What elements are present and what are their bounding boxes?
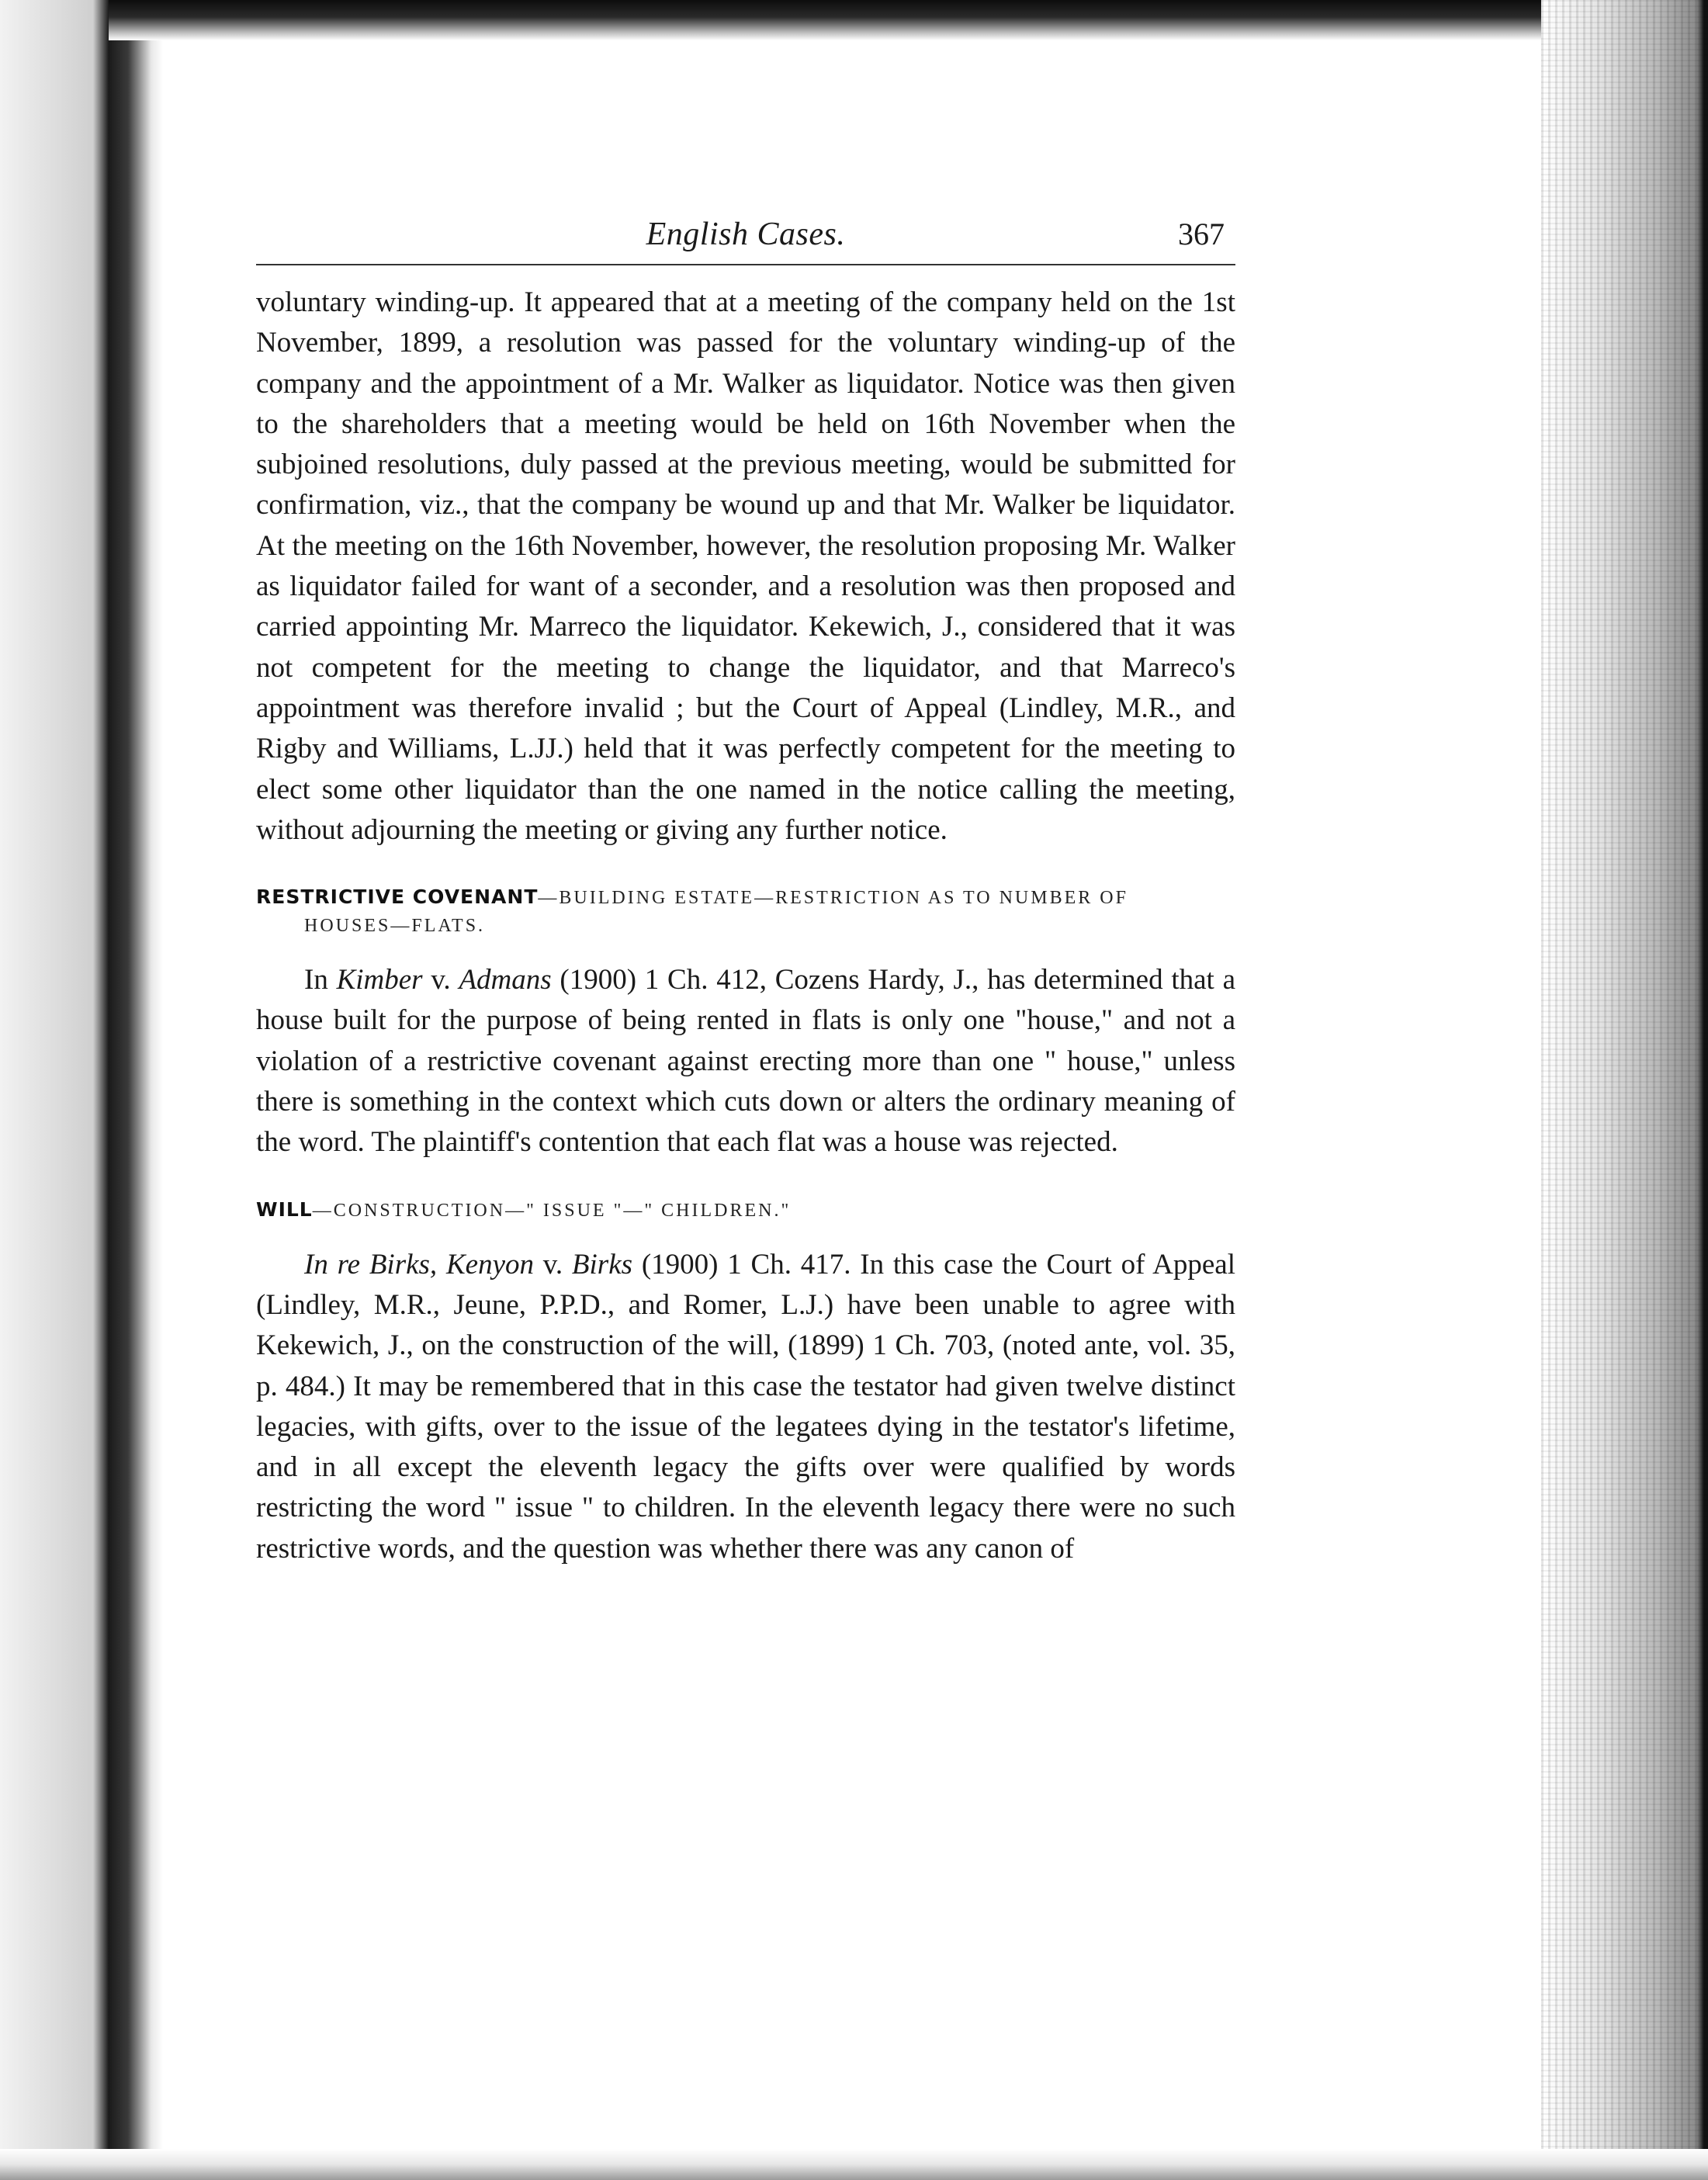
section-heading-restrictive-covenant <box>256 883 1235 940</box>
case-v: v. <box>542 1248 563 1281</box>
header-rule <box>256 264 1235 265</box>
page-number: 367 <box>1178 217 1225 251</box>
heading-rest: —BUILDING ESTATE—RESTRICTION AS TO NUMBER OF <box>538 888 1128 909</box>
page-right-edge <box>1541 0 1708 2180</box>
paragraph-winding-up: voluntary winding-up. It appeared that at a meeting of the company held on the 1st November, 1899, a resolution was passed for the voluntary winding-up of the company and the appointment of a Mr. Walker as liquidator. Notice was then given to the shareholders that a meeting would be held on 16th November when the subjoined resolutions, duly passed at the previous meeting, would be submitted for confirmation, viz., that the company be wound up and that Mr. Walker be liquidator. At the meeting on the 16th November, however, the resolution proposing Mr. Walker as liquidator failed for want of a seconder, and a resolution was then proposed and carried appointing Mr. Marreco the liquidator. Kekewich, J., considered that it was not competent for the meeting to change the liquidator, and that Marreco's appointment was therefore invalid ; but the Court of Appeal (Lindley, M.R., and Rigby and Williams, L.JJ.) held that it was perfectly competent for the meeting to elect some other liquidator than the one named in the notice calling the meeting, without adjourning the meeting or giving any further notice. <box>256 286 1235 846</box>
heading-rest: —CONSTRUCTION—" ISSUE "—" CHILDREN." <box>312 1200 792 1221</box>
running-title: English Cases. <box>646 217 846 252</box>
case-intro: In <box>304 964 328 996</box>
page-bottom-edge <box>0 2149 1708 2180</box>
case-body: (1900) 1 Ch. 412, Cozens Hardy, J., has determined that a house built for the purpose of being rented in flats is only one "house," and not a violation of a restrictive covenant against erecting more than one " house," unless there is something in the context which cuts down or alters the ordinary meaning of the word. The plaintiff's contention that each flat was a house was rejected. <box>256 964 1236 1159</box>
heading-rest-continued: HOUSES—FLATS. <box>304 916 486 937</box>
section-heading-will <box>256 1196 1235 1225</box>
heading-lead: RESTRICTIVE COVENANT <box>256 886 539 909</box>
case-name-second: Birks <box>571 1248 633 1281</box>
page-top-edge <box>109 0 1653 40</box>
book-spine-edge <box>0 0 163 2180</box>
case-name-first: In re Birks, Kenyon <box>304 1248 534 1281</box>
paragraph-kimber-v-admans <box>256 960 1235 1163</box>
case-name-second: Admans <box>459 964 552 996</box>
case-name-first: Kimber <box>336 964 423 996</box>
document-page <box>256 210 1235 1569</box>
case-body: (1900) 1 Ch. 417. In this case the Court of Appeal (Lindley, M.R., Jeune, P.P.D., and Romer, L.J.) have been unable to agree with Kekewich, J., on the construction of the will, (1899) 1 Ch. 703, (noted ante, vol. 35, p. 484.) It may be remembered that in this case the testator had given twelve distinct legacies, with gifts, over to the issue of the legatees dying in the testator's lifetime, and in all except the eleventh legacy the gifts over were qualified by words restricting the word " issue " to children. In the eleventh legacy there were no such restrictive words, and the question was whether there was any canon of <box>256 1248 1235 1565</box>
case-v: v. <box>431 964 451 996</box>
running-head <box>256 210 1235 264</box>
heading-lead: WILL <box>256 1197 313 1221</box>
paragraph-re-birks <box>256 1245 1235 1569</box>
